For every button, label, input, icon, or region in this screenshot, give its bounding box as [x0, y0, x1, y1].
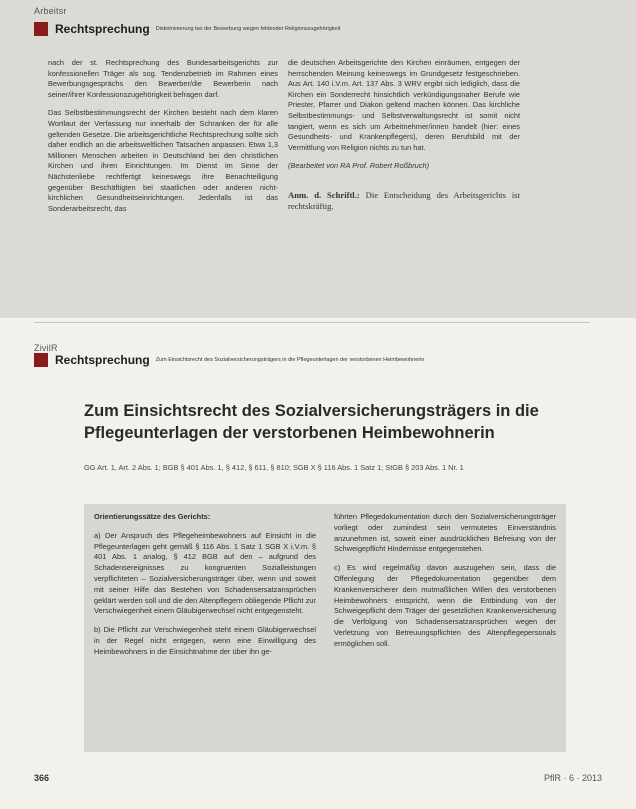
- note-text: Die Entscheidung des Arbeitsgerichts ist rechtskräftig.: [288, 189, 520, 211]
- legal-norms: GG Art. 1, Art. 2 Abs. 1; BGB § 401 Abs. 1, § 412, § 611, § 810; SGB X § 116 Abs. 1 Satz 1; StGB § 203 Abs. 1 Nr. 1: [84, 463, 464, 472]
- rubric-marker: [34, 22, 48, 36]
- previous-article-section: [0, 0, 636, 318]
- paragraph: nach der st. Rechtsprechung des Bundesarbeitsgerichts zur konfessionellen Träger als sog. Tendenzbetrieb im Rahmen eines Bewerbungsgesprächs den Bewerber/die Bewerberin nach seiner/ihrer Konfessionszugehörigkeit befragen darf.: [48, 58, 278, 99]
- principle-paragraph: c) Es wird regelmäßig davon auszugehen sein, dass die Offenlegung der Pflegedokumentation gegenüber dem Krankenversicherer dem mutmaßlichen Willen des verstorbenen Heimbewohners entspricht, wenn die Entbindung von der Schweigepflicht dem Träger der gesetzlichen Krankenversicherung die Verfolgung von Schadensersatzansprüchen wegen der Verletzung von Betreuungspflichten des Altenpflegepersonals ermöglichen soll.: [334, 563, 556, 648]
- rubric-header: [34, 21, 340, 37]
- paragraph: Das Selbstbestimmungsrecht der Kirchen besteht nach dem klaren Wortlaut der Verfassung nur innerhalb der Schranken der für alle geltenden Gesetze. Die arbeitsgerichtliche Rechtsprechung sollte sich daher endlich an die arbeitsweltlichen Tatsachen anpassen. Etwa 1,3 Millionen Menschen arbeiten in Deutschland bei den christlichen Kirchen und ihren Einrichtungen. Im Dienst im Sinne der Nächstenliebe rechtfertigt keineswegs ihre Benachteiligung gegenüber Beschäftigten bei staatlichen oder anderen nicht-kirchlichen Gesundheitseinrichtungen. Jedenfalls ist das Sonderarbeitsrecht, das: [48, 108, 278, 213]
- note-label: Anm. d. Schriftl.:: [288, 189, 360, 200]
- rubric-subtitle: Zum Einsichtsrecht des Sozialversicherungsträgers in die Pflegeunterlagen der verstorbenen Heimbewohnerin: [155, 357, 425, 363]
- rubric-subtitle: Diskriminierung bei der Bewerbung wegen fehlender Religionszugehörigkeit: [155, 26, 341, 32]
- box-heading: Orientierungssätze des Gerichts:: [94, 512, 211, 521]
- rubric-header: [34, 352, 424, 368]
- principle-paragraph: b) Die Pflicht zur Verschwiegenheit steht einem Gläubigerwechsel in der Regel nicht entgegen, wenn eine Einwilligung des Heimbewohners in die Einsichtnahme der über ihn ge-: [94, 625, 316, 656]
- page-number: 366: [34, 773, 50, 783]
- journal-reference: PflR · 6 · 2013: [543, 773, 602, 783]
- principle-paragraph: führten Pflegedokumentation durch den Sozialversicherungsträger vorliegt oder zumindest sein vermutetes Einverständnis anzunehmen ist, soweit einer ausdrücklichen Befreiung von der Schweigepflicht Hindernisse entgegenstehen.: [334, 512, 556, 554]
- left-text-column: [48, 58, 278, 222]
- section-divider: [34, 322, 590, 323]
- rubric-marker: [34, 353, 48, 367]
- section-label: ZivilR: [34, 343, 58, 353]
- rubric-title: Rechtsprechung: [55, 22, 150, 36]
- right-text-column: [288, 58, 520, 212]
- editor-note: [288, 190, 520, 212]
- paragraph: die deutschen Arbeitsgerichte den Kirchen einräumen, entgegen der herrschenden Meinung keineswegs im Grundgesetz festgeschrieben. Aus Art. 140 i.V.m. Art. 137 Abs. 3 WRV ergibt sich lediglich, dass die Kirchen ein Sonderrecht hinsichtlich verkündigungsnaher Berufe wie Priester, Pfarrer und Diakon geltend machen können. Das kirchliche Selbstbestimmungs- und Selbstverwaltungsrecht ist somit nicht tangiert, wenn es sich um Arbeitnehmer/innen handelt (hier: eines Gesundheits- und Krankenpflegers), deren Berufsbild mit der Vermittlung von Religion nichts zu tun hat.: [288, 58, 520, 152]
- section-label: Arbeitsr: [34, 6, 67, 16]
- box-left-column: [94, 512, 316, 666]
- guiding-principles-box: [84, 504, 566, 752]
- box-right-column: [334, 512, 556, 658]
- rubric-title: Rechtsprechung: [55, 353, 150, 367]
- article-title: Zum Einsichtsrecht des Sozialversicherungsträgers in die Pflegeunterlagen der verstorbenen Heimbewohnerin: [84, 402, 539, 442]
- principle-paragraph: a) Der Anspruch des Pflegeheimbewohners auf Einsicht in die Pflegeunterlagen geht gemäß § 116 Abs. 1 Satz 1 SGB X i.V.m. § 401 Abs. 1 analog, § 412 BGB auf den – aufgrund des Schadensereignisses zu kongruenten Sozialleistungen verpflichteten – Sozialversicherungsträger über, wenn und soweit mit seiner Hilfe das Bestehen von Schadensersatzansprüchen geklärt werden soll und die den Altenpflegern obliegende Pflicht zur Verschwiegenheit einem Gläubigerwechsel nicht entgegensteht.: [94, 530, 316, 616]
- author-line: (Bearbeitet von RA Prof. Robert Roßbruch): [288, 161, 430, 171]
